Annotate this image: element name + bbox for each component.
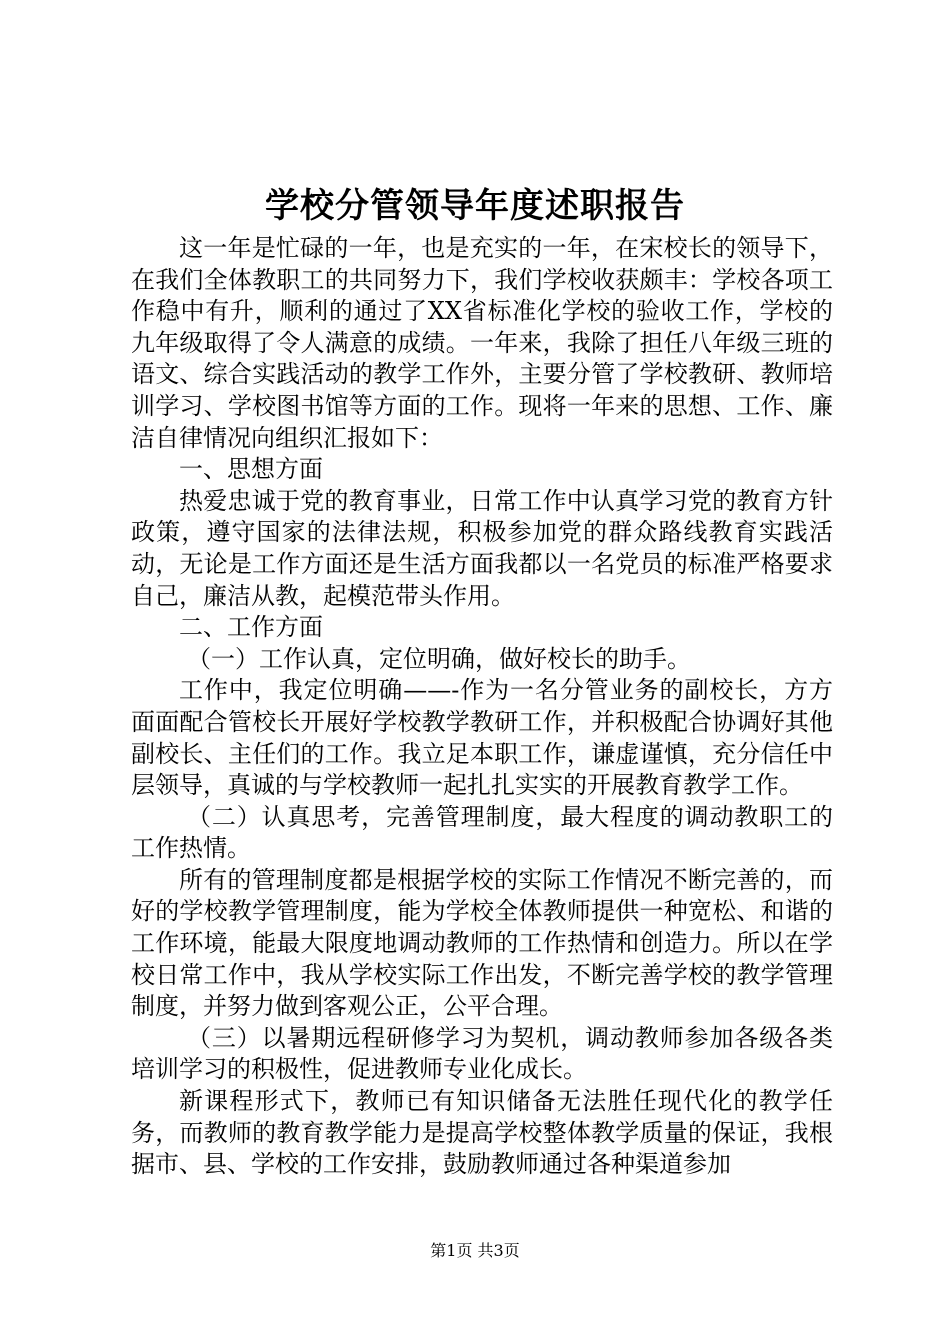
paragraph-intro: 这一年是忙碌的一年，也是充实的一年，在宋校长的领导下，在我们全体教职工的共同努力下，我们学校收获颇丰：学校各项工作稳中有升，顺利的通过了XX省标准化学校的验收工作，学校的九年级取得了令人满意的成绩。一年来，我除了担任八年级三班的语文、综合实践活动的教学工作外，主要分管了学校教研、教师培训学习、学校图书馆等方面的工作。现将一年来的思想、工作、廉洁自律情况向组织汇报如下：: [131, 234, 833, 452]
section-heading-thought: 一、思想方面: [179, 455, 323, 484]
paragraph-work-2: 所有的管理制度都是根据学校的实际工作情况不断完善的，而好的学校教学管理制度，能为学校全体教师提供一种宽松、和谐的工作环境，能最大限度地调动教师的工作热情和创造力。所以在学校日常工作中，我从学校实际工作出发，不断完善学校的教学管理制度，并努力做到客观公正，公平合理。: [131, 865, 833, 1021]
subheading-work-2: （二）认真思考，完善管理制度，最大程度的调动教职工的工作热情。: [131, 802, 833, 863]
subheading-work-3: （三）以暑期远程研修学习为契机，调动教师参加各级各类培训学习的积极性，促进教师专业化成长。: [131, 1023, 833, 1084]
subheading-work-1: （一）工作认真，定位明确，做好校长的助手。: [187, 644, 691, 673]
page-footer: 第1页 共3页: [430, 1241, 520, 1260]
paragraph-work-3: 新课程形式下，教师已有知识储备无法胜任现代化的教学任务，而教师的教育教学能力是提高学校整体教学质量的保证，我根据市、县、学校的工作安排，鼓励教师通过各种渠道参加: [131, 1087, 833, 1179]
section-heading-work: 二、工作方面: [179, 613, 323, 642]
document-body: [131, 233, 833, 1181]
paragraph-thought: 热爱忠诚于党的教育事业，日常工作中认真学习党的教育方针政策，遵守国家的法律法规，积极参加党的群众路线教育实践活动，无论是工作方面还是生活方面我都以一名党员的标准严格要求自己，廉洁从教，起模范带头作用。: [131, 486, 833, 610]
paragraph-work-1: 工作中，我定位明确——-作为一名分管业务的副校长，方方面面配合管校长开展好学校教学教研工作，并积极配合协调好其他副校长、主任们的工作。我立足本职工作，谦虚谨慎，充分信任中层领导，真诚的与学校教师一起扎扎实实的开展教育教学工作。: [131, 676, 833, 800]
document-title: 学校分管领导年度述职报告: [265, 186, 685, 226]
